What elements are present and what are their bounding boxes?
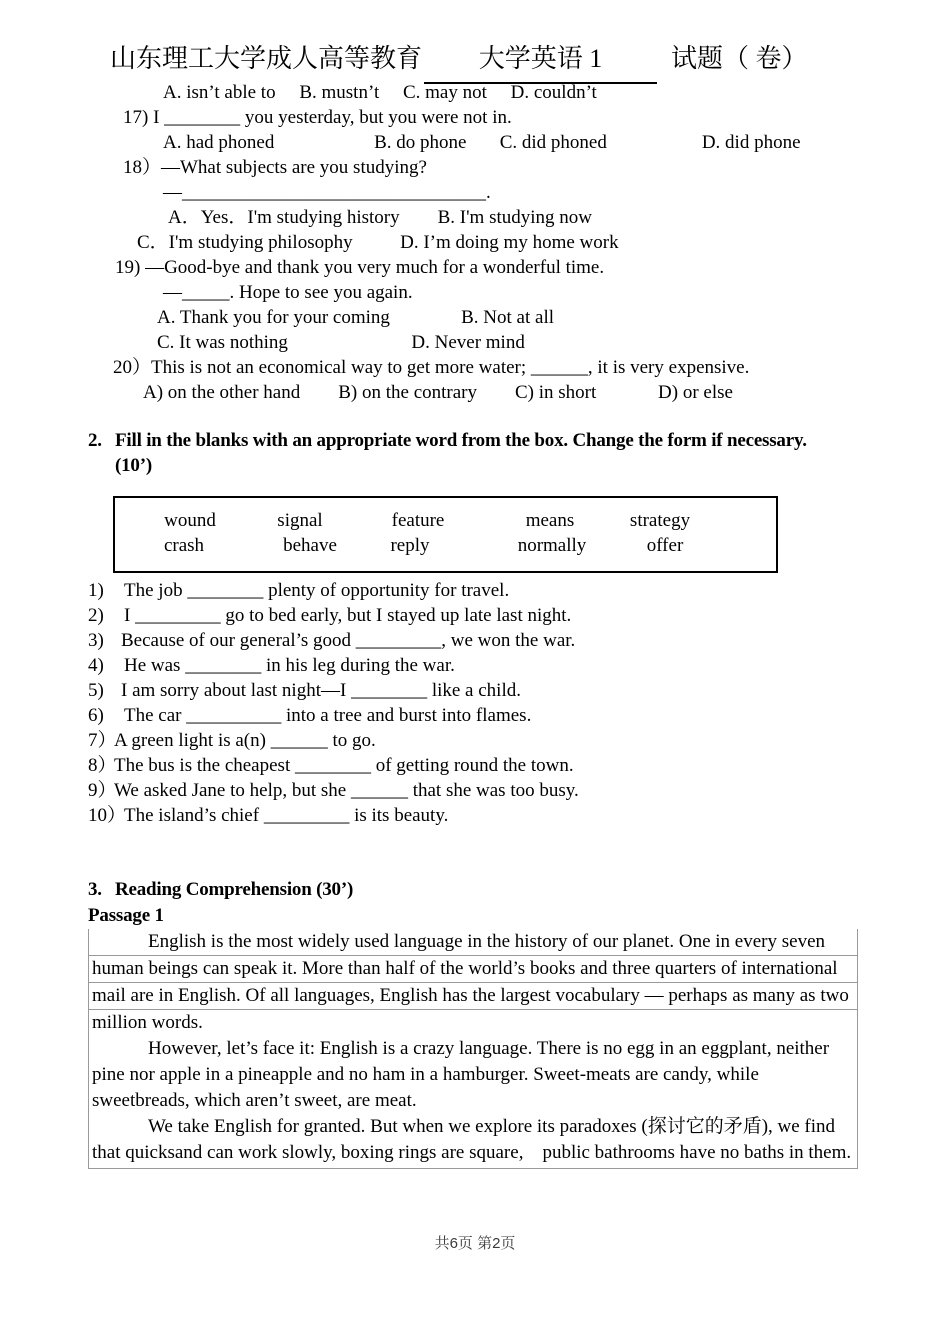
q19-options-line2: C. It was nothing D. Never mind bbox=[157, 332, 525, 353]
section3-number: 3. bbox=[88, 879, 102, 900]
course-name: 大学英语 1 bbox=[424, 38, 657, 84]
passage-row-text: English is the most widely used language in the history of our planet. One in every seven bbox=[148, 931, 825, 952]
fill-item-text: The island’s chief _________ is its beauty. bbox=[124, 805, 449, 826]
passage-line bbox=[92, 1114, 854, 1140]
fill-item-text: The car __________ into a tree and burst into flames. bbox=[124, 705, 532, 726]
word-bank-item: strategy bbox=[629, 510, 691, 531]
word-bank-box bbox=[113, 496, 778, 573]
page-number-label: 共6页 第2页 bbox=[434, 1235, 516, 1252]
passage-line bbox=[92, 1010, 854, 1036]
fill-item-num: 5) bbox=[88, 680, 104, 701]
word-bank-item: crash bbox=[163, 535, 205, 556]
fill-item-text: A green light is a(n) ______ to go. bbox=[114, 730, 376, 751]
passage-row-text: mail are in English. Of all languages, English has the largest vocabulary — perhaps as many as two bbox=[92, 985, 849, 1006]
q18-options-line2: C．I'm studying philosophy D. I’m doing my home work bbox=[137, 232, 619, 253]
exam-paper-label: 试题（ 卷） bbox=[671, 44, 808, 73]
word-bank-item: signal bbox=[277, 510, 323, 531]
word-bank-row-1 bbox=[115, 508, 776, 533]
fill-item-num: 10） bbox=[88, 805, 127, 826]
page-footer bbox=[0, 1232, 950, 1253]
fill-item-text: The job ________ plenty of opportunity for travel. bbox=[124, 580, 510, 601]
passage-row bbox=[88, 929, 858, 956]
passage-line-text: sweetbreads, which aren’t sweet, are meat. bbox=[92, 1090, 417, 1111]
fill-item-num: 7） bbox=[88, 730, 117, 751]
passage-line-text: We take English for granted. But when we explore its paradoxes (探讨它的矛盾), we find bbox=[148, 1116, 836, 1137]
q18-stem: 18）—What subjects are you studying? bbox=[123, 157, 427, 178]
passage-line-text: However, let’s face it: English is a crazy language. There is no egg in an eggplant, neither bbox=[148, 1038, 830, 1059]
word-bank-item: offer bbox=[646, 535, 684, 556]
fill-item-text: We asked Jane to help, but she ______ that she was too busy. bbox=[114, 780, 579, 801]
passage-line bbox=[92, 1088, 854, 1114]
fill-item-num: 1) bbox=[88, 580, 104, 601]
word-bank-item: wound bbox=[164, 510, 216, 531]
word-bank-item: means bbox=[525, 510, 575, 531]
fill-item-text: The bus is the cheapest ________ of getting round the town. bbox=[114, 755, 574, 776]
q17-stem: 17) I ________ you yesterday, but you were not in. bbox=[123, 107, 512, 128]
section2-number: 2. bbox=[88, 430, 102, 451]
passage-row bbox=[88, 956, 858, 983]
passage-line bbox=[92, 1036, 854, 1062]
passage-line-text: pine nor apple in a pineapple and no ham in a hamburger. Sweet-meats are candy, while bbox=[92, 1064, 759, 1085]
fill-item-text: I am sorry about last night—I ________ like a child. bbox=[121, 680, 521, 701]
fill-item-text: He was ________ in his leg during the war. bbox=[124, 655, 455, 676]
university-name: 山东理工大学成人高等教育 bbox=[110, 44, 423, 73]
fill-item-num: 3) bbox=[88, 630, 104, 651]
section2-title-line1: Fill in the blanks with an appropriate word from the box. Change the form if necessary. bbox=[115, 430, 807, 451]
fill-item-text: Because of our general’s good _________, we won the war. bbox=[121, 630, 576, 651]
passage-row bbox=[88, 983, 858, 1010]
q18-options-line1: A．Yes．I'm studying history B. I'm studying now bbox=[168, 207, 593, 228]
fill-item-num: 2) bbox=[88, 605, 104, 626]
passage-line bbox=[92, 1062, 854, 1088]
word-bank-item: behave bbox=[283, 535, 337, 556]
word-bank-item: normally bbox=[517, 535, 587, 556]
fill-item-num: 4) bbox=[88, 655, 104, 676]
passage-row-text: human beings can speak it. More than half of the world’s books and three quarters of international bbox=[92, 958, 838, 979]
fill-item-num: 9） bbox=[88, 780, 117, 801]
passage-label: Passage 1 bbox=[88, 905, 164, 926]
passage-line-text: million words. bbox=[92, 1012, 203, 1033]
passage-line-text: that quicksand can work slowly, boxing rings are square, public bathrooms have no baths in them. bbox=[92, 1142, 852, 1163]
fill-item-num: 8） bbox=[88, 755, 117, 776]
word-bank-row-2 bbox=[115, 533, 776, 558]
q18-answer-blank: —________________________________. bbox=[163, 182, 491, 203]
document-header bbox=[110, 38, 910, 80]
q20-options: A) on the other hand B) on the contrary C) in short D) or else bbox=[143, 382, 733, 403]
word-bank-item: reply bbox=[390, 535, 430, 556]
q19-answer-blank: —_____. Hope to see you again. bbox=[163, 282, 413, 303]
q19-stem: 19) —Good-bye and thank you very much for a wonderful time. bbox=[115, 257, 605, 278]
passage-body bbox=[88, 1010, 858, 1169]
fill-item-text: I _________ go to bed early, but I stayed up late last night. bbox=[124, 605, 572, 626]
word-bank-item: feature bbox=[391, 510, 445, 531]
passage-line bbox=[92, 1140, 854, 1166]
passage-table bbox=[88, 929, 858, 1169]
section3-title: Reading Comprehension (30’) bbox=[115, 879, 354, 900]
q17-options: A. had phoned B. do phone C. did phoned D. did phone bbox=[163, 132, 801, 153]
q19-options-line1: A. Thank you for your coming B. Not at all bbox=[157, 307, 555, 328]
q16-options: A. isn’t able to B. mustn’t C. may not D. couldn’t bbox=[163, 82, 597, 103]
q20-stem: 20）This is not an economical way to get more water; ______, it is very expensive. bbox=[113, 357, 750, 378]
section2-title-line2: (10’) bbox=[115, 455, 152, 476]
fill-item-num: 6) bbox=[88, 705, 104, 726]
